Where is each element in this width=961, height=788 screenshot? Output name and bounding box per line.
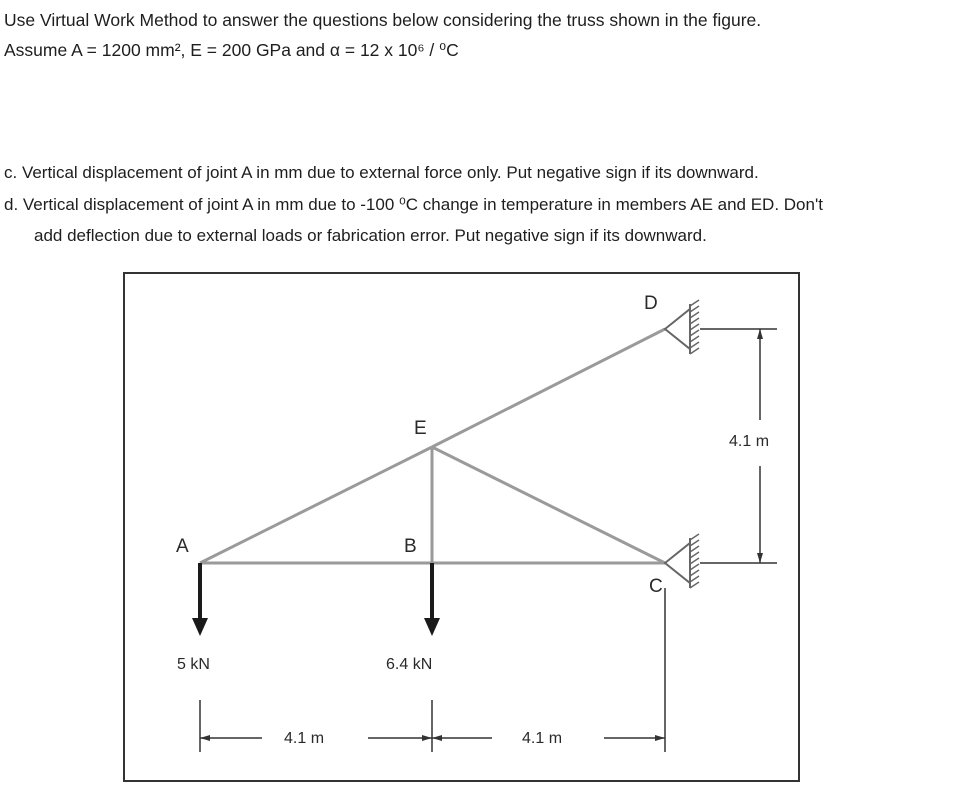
joint-label-A: A [176,536,189,557]
member-AE [200,447,432,563]
load-label-A: 5 kN [177,656,210,673]
load-arrow-A [192,563,208,636]
joint-label-D: D [644,293,658,314]
question-c: c. Vertical displacement of joint A in mm due to external force only. Put negative sign if its downward. [4,163,759,182]
load-label-B: 6.4 kN [386,656,433,673]
joint-label-B: B [404,536,417,557]
dimension-label-BC: 4.1 m [522,730,563,747]
pin-support-C [665,534,699,588]
question-d-line-2: add deflection due to external loads or fabrication error. Put negative sign if its downward. [34,226,707,245]
joint-label-C: C [649,576,663,597]
pin-support-D [665,300,699,354]
member-ED [432,329,665,447]
intro-line-1: Use Virtual Work Method to answer the questions below considering the truss shown in the figure. [4,10,762,30]
joint-label-E: E [414,418,427,439]
dimension-label-AB: 4.1 m [284,730,325,747]
question-d-line-1: d. Vertical displacement of joint A in mm due to -100 ⁰C change in temperature in members AE and ED. Don't [4,195,823,214]
dimension-label-CD: 4.1 m [729,433,770,450]
intro-line-2: Assume A = 1200 mm², E = 200 GPa and α = 12 x 10⁶ / ⁰C [4,40,459,60]
member-EC [432,447,665,563]
load-arrow-B [424,563,440,636]
